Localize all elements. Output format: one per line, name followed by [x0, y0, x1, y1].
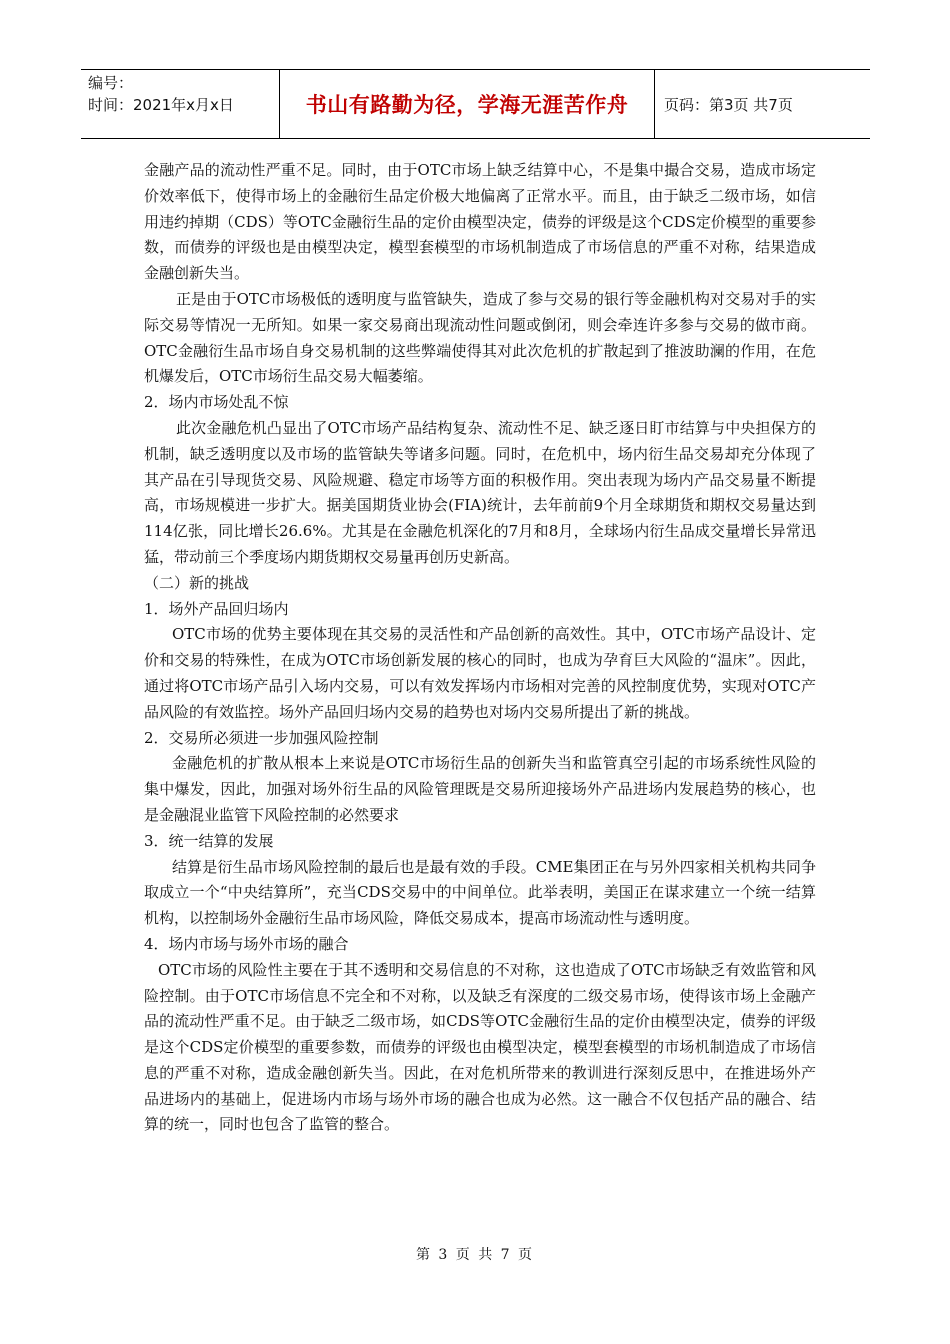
- section-heading: （二）新的挑战: [144, 573, 250, 592]
- paragraph: OTC市场的风险性主要在于其不透明和交易信息的不对称，这也造成了OTC市场缺乏有效监管和风险控制。由于OTC市场信息不完全和不对称，以及缺乏有深度的二级交易市场，使得该市场上金融产品的流动性严重不足。由于缺乏二级市场，如CDS等OTC金融衍生品的定价由模型决定，债券的评级是这个CDS定价模型的重要参数，而债券的评级也由模型决定，模型套模型的市场机制造成了市场信息的严重不对称，造成金融创新失当。因此，在对危机所带来的教训进行深刻反思中，在推进场外产品进场内的基础上，促进场内市场与场外市场的融合也成为必然。这一融合不仅包括产品的融合、结算的统一，同时也包含了监管的整合。: [144, 960, 816, 1134]
- header-page-number: 页码：第3页 共7页: [664, 95, 793, 114]
- paragraph: OTC市场的优势主要体现在其交易的灵活性和产品创新的高效性。其中，OTC市场产品设计、定价和交易的特殊性，在成为OTC市场创新发展的核心的同时，也成为孕育巨大风险的“温床”。因此，通过将OTC市场产品引入场内交易，可以有效发挥场内市场相对完善的风控制度优势，实现对OTC产品风险的有效监控。场外产品回归场内交易的趋势也对场内交易所提出了新的挑战。: [144, 625, 816, 721]
- page-header: [81, 69, 870, 139]
- section-heading: 3．统一结算的发展: [144, 831, 274, 850]
- document-body: [144, 158, 816, 1138]
- paragraph: 正是由于OTC市场极低的透明度与监管缺失，造成了参与交易的银行等金融机构对交易对手的实际交易等情况一无所知。如果一家交易商出现流动性问题或倒闭，则会牵连许多参与交易的做市商。OTC金融衍生品市场自身交易机制的这些弊端使得其对此次危机的扩散起到了推波助澜的作用，在危机爆发后，OTC市场衍生品交易大幅萎缩。: [144, 289, 816, 386]
- paragraph: 结算是衍生品市场风险控制的最后也是最有效的手段。CME集团正在与另外四家相关机构共同争取成立一个“中央结算所”，充当CDS交易中的中间单位。此举表明，美国正在谋求建立一个统一结算机构，以控制场外金融衍生品市场风险，降低交易成本，提高市场流动性与透明度。: [144, 857, 816, 928]
- section-heading: 2．场内市场处乱不惊: [144, 393, 289, 412]
- paragraph: 此次金融危机凸显出了OTC市场产品结构复杂、流动性不足、缺乏逐日盯市结算与中央担保方的机制，缺乏透明度以及市场的监管缺失等诸多问题。同时，在危机中，场内衍生品交易却充分体现了其产品在引导现货交易、风险规避、稳定市场等方面的积极作用。突出表现为场内产品交易量不断提高，市场规模进一步扩大。据美国期货业协会(FIA)统计，去年前前9个月全球期货和期权交易量达到114亿张，同比增长26.6%。尤其是在金融危机深化的7月和8月，全球场内衍生品成交量增长异常迅猛，带动前三个季度场内期货期权交易量再创历史新高。: [144, 418, 816, 566]
- section-heading: 2．交易所必须进一步加强风险控制: [144, 728, 379, 747]
- document-date: 时间：2021年x月x日: [88, 96, 234, 114]
- section-heading: 4．场内市场与场外市场的融合: [144, 934, 349, 953]
- section-heading: 1．场外产品回归场内: [144, 599, 289, 618]
- page-footer: 第 3 页 共 7 页: [415, 1247, 535, 1263]
- paragraph: 金融危机的扩散从根本上来说是OTC市场衍生品的创新失当和监管真空引起的市场系统性风险的集中爆发，因此，加强对场外衍生品的风险管理既是交易所迎接场外产品进场内发展趋势的核心，也是金融混业监管下风险控制的必然要求: [144, 754, 816, 824]
- header-meta: [81, 70, 280, 138]
- paragraph: 金融产品的流动性严重不足。同时，由于OTC市场上缺乏结算中心，不是集中撮合交易，造成市场定价效率低下，使得市场上的金融衍生品定价极大地偏离了正常水平。而且，由于缺乏二级市场，如信用违约掉期（CDS）等OTC金融衍生品的定价由模型决定，债券的评级是这个CDS定价模型的重要参数，而债券的评级也是由模型决定，模型套模型的市场机制造成了市场信息的严重不对称，结果造成金融创新失当。: [144, 161, 816, 283]
- header-motto: 书山有路勤为径，学海无涯苦作舟: [280, 70, 655, 138]
- document-number-label: 编号：: [88, 74, 134, 92]
